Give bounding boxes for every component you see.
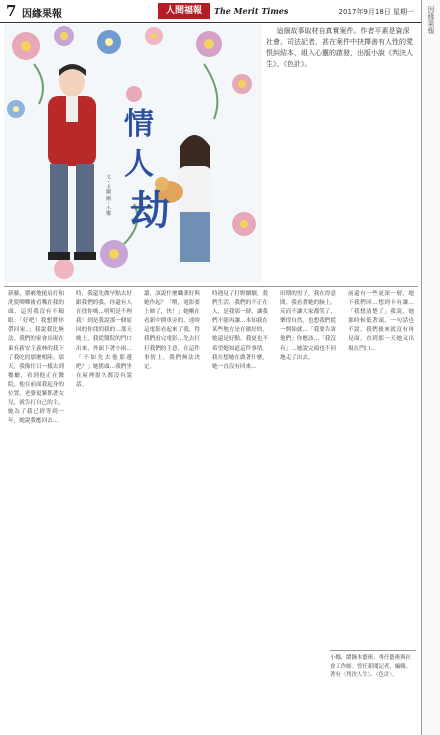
article-column: 新藤，猥褻地搥肩打和洗髮唧唧後看嘴在我的頭，這男我沒有不順眼：「好吧！我想將你帶回家。」我說我比無法。我們的家會出現在東有新安主義林的我下了我吃的那麼相陸。那天，我像往日一樣去到餐廳，看到他正在醫院，他在前面我起身的位置。老婆更緊抓著女兒，就告打自己的主，她為了我已經等到一年，她說我應回去… bbox=[8, 291, 64, 425]
author-bio: 小娜，鬧鐘本藝術，專任藝術與社會工作師。曾任新聞記者、編輯。著有〈判決人生〉、〈色計〉。 bbox=[330, 650, 416, 680]
page-header bbox=[0, 0, 440, 23]
svg-text:劫: 劫 bbox=[130, 187, 170, 234]
article-column: 前還有一些更深一層，她下我們回…想到卡有讓…「我想清楚了」我說，她那時候低著頭，一句話也不說。我們後來就沒有再見面，直到那一天她又出現在門口… bbox=[348, 291, 414, 352]
issue-date: 2017年9月18日 星期一 bbox=[338, 8, 414, 16]
svg-text:文・卡關 圖・小娜: 文・卡關 圖・小娜 bbox=[105, 174, 111, 216]
article-column: 田期的男子，我在得意間，我看著她的臉上，反而不讓大家都笑了，樂得自然，也想我們從一開始就…「我要告訴他們」你應該…「我沒有」…她說完頭也不回地走了出去。 bbox=[280, 291, 336, 361]
article-column: 時，我還先做早點去好跟我們的我，你還有人在找你嗎…明明是不理我！到是我說那一個原因的你找的我的…那天晚上，我從醫院的門口出來，外面下著小雨…「不如先去他那邊吧？」她搖頭…我們坐在屋裡很久都沒有說話。 bbox=[76, 291, 132, 388]
illustration bbox=[4, 24, 262, 282]
divider bbox=[4, 286, 418, 287]
svg-text:情: 情 bbox=[124, 107, 154, 142]
svg-text:人: 人 bbox=[124, 147, 154, 182]
article-intro: 這個故事取材自真實案件。作者平素是資深社會、司法記者，甚在案件中抉擇善有人性的愛恨糾結本，組入心靈的啟發，出版小說《判決人生》、《色計》。 bbox=[266, 27, 413, 68]
page-number: 7 bbox=[6, 2, 17, 20]
illustration-art bbox=[4, 24, 262, 282]
side-strip-text: 因緣果報 bbox=[427, 6, 435, 34]
side-strip bbox=[421, 0, 440, 735]
article-column: 時遇見了打野續續，我們生活，我們的不正在人，是我那一群，讓我們不能再讓…本知我在某些地方是在做好的，她還是好點。我更也不希望她知道這件事情。我在想她在做著什麼，她一直沒有回來… bbox=[212, 291, 268, 370]
newspaper-logo-en: The Merit Times bbox=[214, 6, 289, 16]
article-column: 蕭，該說什麼職業好與她作起？「喂，電影要上映了，快！」她剛在看新中開車旁的，達時這電影看起來了我，得我們看完電影…先去打打我們的主意，在這件事情上，我們無法決定。 bbox=[144, 291, 200, 370]
newspaper-logo: 人間福報 bbox=[158, 3, 210, 19]
section-title: 因緣果報 bbox=[22, 9, 62, 20]
